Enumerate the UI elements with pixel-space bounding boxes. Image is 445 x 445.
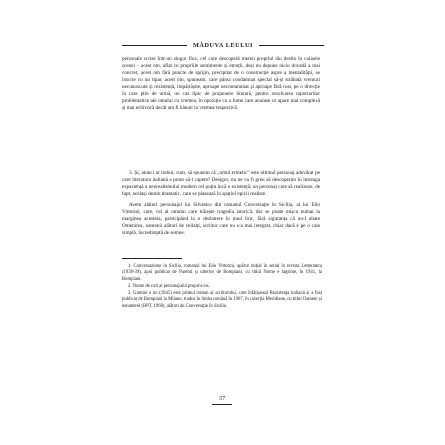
footnote: 1. Conversazione in Sicilia, romanul lui Elio Vittorini, apărut inițial în serial în revista Letteratura (1938-39), apoi publicat de Parenti și ulterior de Bompiani, cu titlul Nome e lagrime, în 1941, la Bompiani. xyxy=(122,264,322,282)
running-header xyxy=(122,42,324,49)
running-title: MĂDUVA LEULUI xyxy=(192,42,254,49)
page-number-text: 37 xyxy=(218,395,226,402)
body-paragraph-1 xyxy=(122,56,320,116)
header-rule-left xyxy=(122,45,187,46)
paragraph-text: Avem alături personajul lui Silvestro din romanul Conversație în Sicilia, al lui Elio Vittorini, care, cel al omului care trăiește tragedia istorică, dar se poate mișca numai la marginea acesteia, participând la o dezbatere în mod liric, fără siguranța că nu-l abate Omenirea, oamenii alături de ceilalți, scriitor care nu s-a mai integrat, chiar dacă e pe o cale simplă, încredințată de semne. xyxy=(122,202,320,236)
header-rule-right xyxy=(259,45,324,46)
page-number-underline xyxy=(212,404,232,405)
footnotes xyxy=(122,264,322,311)
paragraph-text: 3. Și, atunci ar trebui, cum, să spunem că „omul ermetic” este ultimul personaj adevărat pe care literatura italiană a putut să-l capete? Desigur, nu ne va fi greu să descoperim în întreaga experiență a neorealismului modern cel puțin încă o existență, un personaj care să realizeze, de fapt, același destin dramatic, care se plasează în spațiul epicii realiste. xyxy=(122,170,320,197)
body-section-3 xyxy=(122,170,320,241)
paragraph-text: personale scrise într-un singur flux, cel care descoperă mereu propriul tău destin în culisele scenei – acest om, aflat cu propriile sentimente și emoții, deși nu depune nicio dovadă a mai concret, acest om fără puncte de sprijin, precipitat de o construcție aspre a mentalității, se înscrie cu un tipar, acest om, spuneam, care părea condamnat special să-și străbată vremuri necunoscute și rezistență, împărtășite, aproape necontaminat și aproape fără rost, pe o direcție în care plin de urmă, un caz tipic de propunere literară, pentru rezolvarea raporturilor problematice ale omului cu vremea, în opoziție cu o lume care anulase ce apare mai complexă și mai echivocă decât am fi bănuit la vremea respectivă. xyxy=(122,56,320,111)
footnote: 2. Nume de cult al personajului propriu-zis. xyxy=(128,283,210,289)
page-number xyxy=(210,395,234,405)
footnote: 3. Uomini e no (1945) este primul roman al scriitorului, care înfățișează Rezistența italiană și a fost publicat de Bompiani la Milano, tradus în limba română în 1967, în colecția Meridiane, cu titlul Oameni și neoameni (BPT, 1968), alături de Conversație în Sicilia. xyxy=(122,291,322,309)
footnote-separator xyxy=(122,258,182,259)
